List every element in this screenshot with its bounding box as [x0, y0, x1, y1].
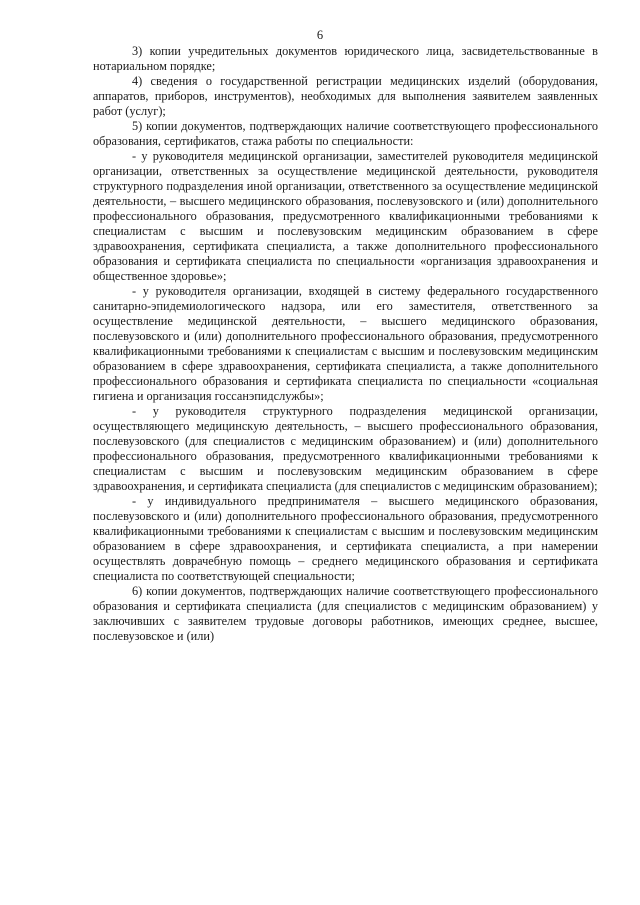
paragraph-individual-entrepreneur: - у индивидуального предпринимателя – высшего медицинского образования, послевузовского и (или) дополнительного профессионального образования, предусмотренного квалификационными требованиями к специалистам с высшим и послевузовским медицинским образованием в сфере здравоохранения, и сертификата специалиста, а при намерении осуществлять доврачебную помощь – среднего медицинского образования и сертификата специалиста по соответствующей специальности;	[93, 494, 598, 583]
page-number: 6	[316, 28, 324, 42]
document-body	[93, 44, 598, 644]
paragraph-item-6: 6) копии документов, подтверждающих наличие соответствующего профессионального образования и сертификата специалиста (для специалистов с медицинским образованием) у заключивших с заявителем трудовые договоры работников, имеющих среднее, высшее, послевузовское и (или)	[93, 584, 598, 643]
paragraph-head-of-sanitary-organization: - у руководителя организации, входящей в систему федерального государственного санитарно-эпидемиологического надзора, или его заместителя, ответственного за осуществление медицинской деятельности, – высшего медицинского образования, послевузовского и (или) дополнительного профессионального образования, предусмотренного квалификационными требованиями к специалистам с высшим и послевузовским медицинским образованием в сфере здравоохранения, сертификата специалиста, а также дополнительного профессионального образования и сертификата специалиста по специальности «социальная гигиена и организация госсанэпидслужбы»;	[93, 284, 598, 403]
paragraph-item-4: 4) сведения о государственной регистрации медицинских изделий (оборудования, аппаратов, приборов, инструментов), необходимых для выполнения заявителем заявленных работ (услуг);	[93, 74, 598, 118]
paragraph-item-5: 5) копии документов, подтверждающих наличие соответствующего профессионального образования, сертификатов, стажа работы по специальности:	[93, 119, 598, 148]
paragraph-head-of-medical-organization: - у руководителя медицинской организации, заместителей руководителя медицинской организации, ответственных за осуществление медицинской деятельности, руководителя структурного подразделения иной организации, ответственного за осуществление медицинской деятельности, – высшего медицинского образования, послевузовского и (или) дополнительного профессионального образования, предусмотренного квалификационными требованиями к специалистам с высшим и послевузовским медицинским образованием в сфере здравоохранения, сертификата специалиста, а также дополнительного профессионального образования и сертификата специалиста по специальности «организация здравоохранения и общественное здоровье»;	[93, 149, 598, 283]
paragraph-head-of-structural-unit: - у руководителя структурного подразделения медицинской организации, осуществляющего медицинскую деятельность, – высшего профессионального образования, послевузовского (для специалистов с медицинским образованием) и (или) дополнительного профессионального образования, предусмотренного квалификационными требованиями к специалистам с высшим и послевузовским медицинским образованием в сфере здравоохранения, и сертификата специалиста (для специалистов с медицинским образованием);	[93, 404, 598, 493]
paragraph-item-3: 3) копии учредительных документов юридического лица, засвидетельствованные в нотариальном порядке;	[93, 44, 598, 73]
